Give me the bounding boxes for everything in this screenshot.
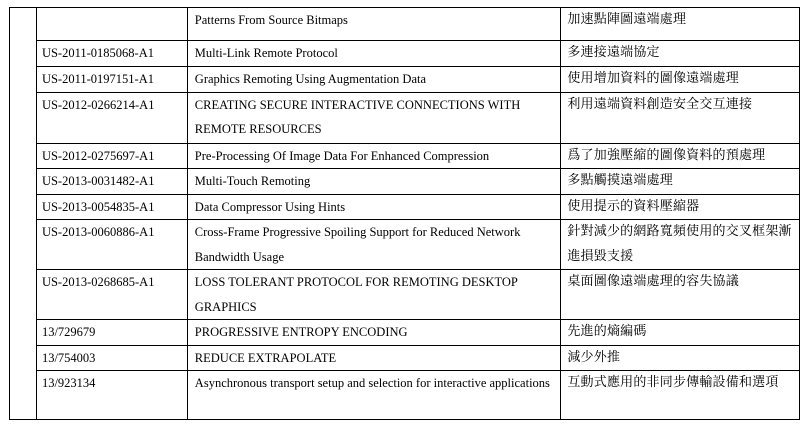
table-row <box>10 8 800 41</box>
table-row <box>10 67 800 93</box>
patent-title-cell: Graphics Remoting Using Augmentation Data <box>187 67 561 93</box>
patent-title-cell: Data Compressor Using Hints <box>187 194 561 220</box>
patent-table-body <box>10 8 800 420</box>
translation-cell: 多點觸摸遠端處理 <box>561 169 800 195</box>
patent-title-cell: PROGRESSIVE ENTROPY ENCODING <box>187 320 561 346</box>
patent-number-cell: US-2013-0060886-A1 <box>36 220 187 270</box>
patent-title-cell: Asynchronous transport setup and selection for interactive applications <box>187 371 561 420</box>
patent-number-cell: 13/729679 <box>36 320 187 346</box>
translation-cell: 爲了加強壓縮的圖像資料的預處理 <box>561 143 800 169</box>
translation-cell: 先進的熵編碼 <box>561 320 800 346</box>
index-cell <box>10 143 37 169</box>
index-cell <box>10 169 37 195</box>
translation-cell: 使用增加資料的圖像遠端處理 <box>561 67 800 93</box>
table-row <box>10 41 800 67</box>
patent-title-cell: Multi-Touch Remoting <box>187 169 561 195</box>
patent-number-cell: 13/754003 <box>36 345 187 371</box>
translation-cell: 互動式應用的非同步傳輸設備和選項 <box>561 371 800 420</box>
patent-number-cell <box>36 8 187 41</box>
table-row <box>10 169 800 195</box>
table-row <box>10 220 800 270</box>
patent-title-cell: Patterns From Source Bitmaps <box>187 8 561 41</box>
index-cell <box>10 371 37 420</box>
index-cell <box>10 220 37 270</box>
patent-number-cell: US-2011-0185068-A1 <box>36 41 187 67</box>
translation-cell: 針對減少的網路寬頻使用的交叉框架漸進損毀支援 <box>561 220 800 270</box>
patent-number-cell: 13/923134 <box>36 371 187 420</box>
translation-cell: 桌面圖像遠端處理的容失協議 <box>561 270 800 320</box>
table-row <box>10 345 800 371</box>
index-cell <box>10 345 37 371</box>
table-row <box>10 320 800 346</box>
translation-cell: 利用遠端資料創造安全交互連接 <box>561 92 800 143</box>
patent-number-cell: US-2013-0268685-A1 <box>36 270 187 320</box>
index-cell <box>10 67 37 93</box>
patent-title-cell: REDUCE EXTRAPOLATE <box>187 345 561 371</box>
index-cell <box>10 270 37 320</box>
table-row <box>10 143 800 169</box>
translation-cell: 多連接遠端協定 <box>561 41 800 67</box>
translation-cell: 使用提示的資料壓縮器 <box>561 194 800 220</box>
patent-number-cell: US-2011-0197151-A1 <box>36 67 187 93</box>
table-row <box>10 194 800 220</box>
translation-cell: 減少外推 <box>561 345 800 371</box>
index-cell <box>10 194 37 220</box>
index-cell <box>10 92 37 143</box>
patent-number-cell: US-2013-0054835-A1 <box>36 194 187 220</box>
translation-cell: 加速點陣圖遠端處理 <box>561 8 800 41</box>
patent-number-cell: US-2013-0031482-A1 <box>36 169 187 195</box>
table-row <box>10 371 800 420</box>
index-cell <box>10 41 37 67</box>
index-cell <box>10 8 37 41</box>
patent-title-cell: Pre-Processing Of Image Data For Enhanced Compression <box>187 143 561 169</box>
patent-number-cell: US-2012-0275697-A1 <box>36 143 187 169</box>
index-cell <box>10 320 37 346</box>
patent-title-cell: CREATING SECURE INTERACTIVE CONNECTIONS WITH REMOTE RESOURCES <box>187 92 561 143</box>
table-row <box>10 270 800 320</box>
patent-title-cell: Multi-Link Remote Protocol <box>187 41 561 67</box>
table-row <box>10 92 800 143</box>
patent-title-cell: LOSS TOLERANT PROTOCOL FOR REMOTING DESKTOP GRAPHICS <box>187 270 561 320</box>
patent-number-cell: US-2012-0266214-A1 <box>36 92 187 143</box>
patent-table <box>9 7 800 420</box>
patent-title-cell: Cross-Frame Progressive Spoiling Support for Reduced Network Bandwidth Usage <box>187 220 561 270</box>
